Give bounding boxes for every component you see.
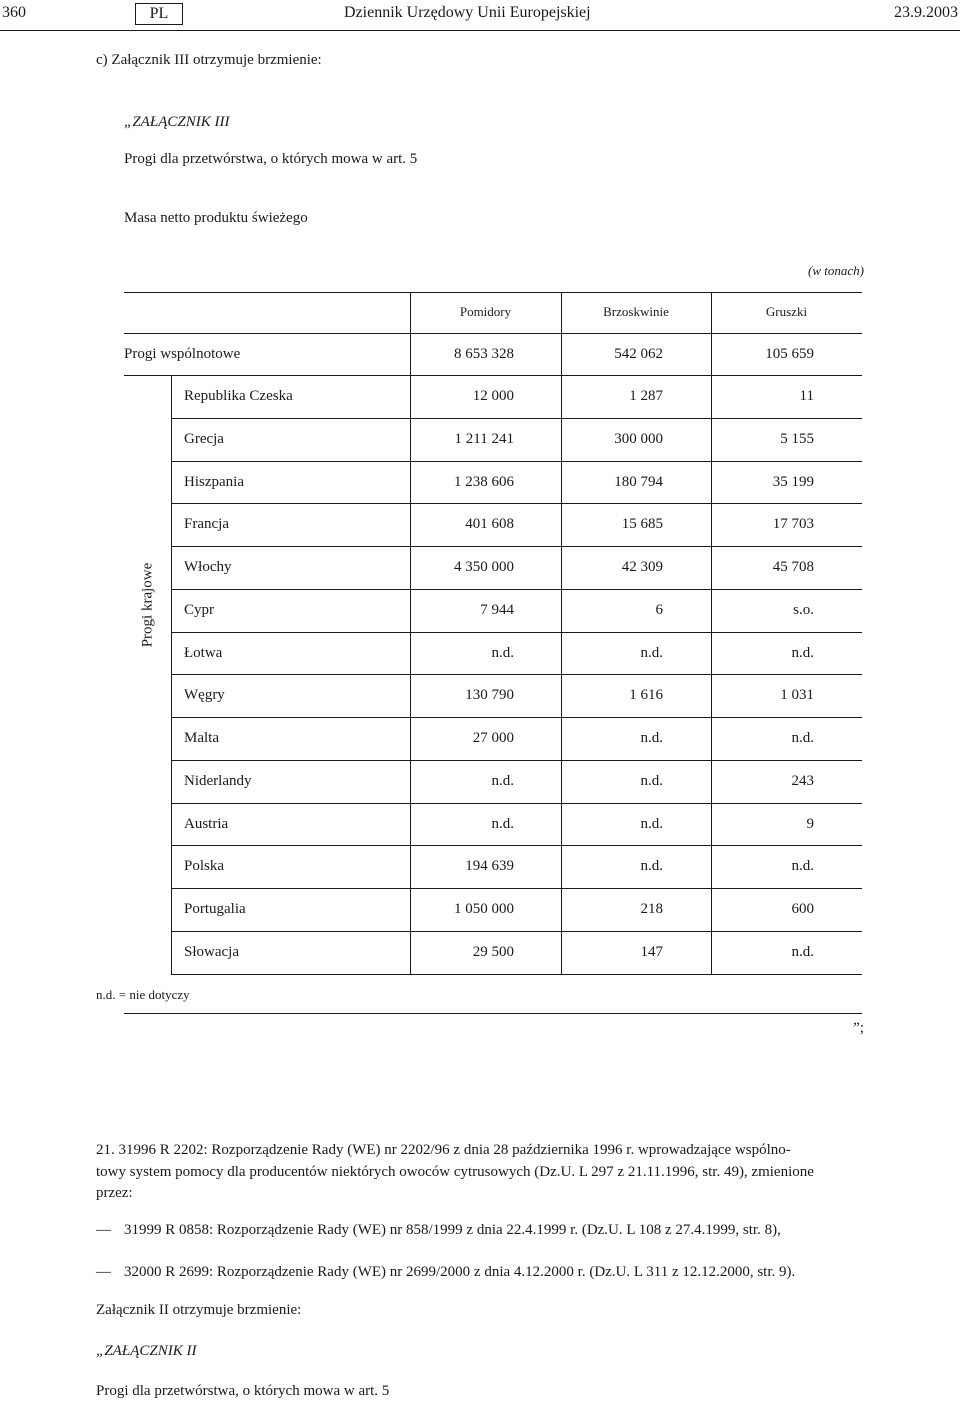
table-cell: 600 <box>791 901 814 917</box>
table-cell: 27 000 <box>472 730 514 746</box>
footnote-21-line2: towy system pomocy dla producentów niektórych owoców cytrusowych (Dz.U. L 297 z 21.11.1996, str. 49), zmienione <box>96 1164 814 1180</box>
row-rule <box>171 845 862 846</box>
footnote-21-line1: 21. 31996 R 2202: Rozporządzenie Rady (WE) nr 2202/96 z dnia 28 października 1996 r. wprowadzające wspólno- <box>96 1142 791 1158</box>
table-cell: 42 309 <box>621 559 663 575</box>
row-rule <box>171 888 862 889</box>
community-value-brzoskwinie: 542 062 <box>614 346 663 362</box>
annex2-intro: Załącznik II otrzymuje brzmienie: <box>96 1302 302 1318</box>
table-cell: n.d. <box>640 644 663 661</box>
table-cell: n.d. <box>491 644 514 661</box>
row-rule <box>171 974 862 975</box>
table-cell: 35 199 <box>772 473 814 490</box>
table-note: n.d. = nie dotyczy <box>96 987 190 1002</box>
country-label: Łotwa <box>184 644 223 661</box>
table-cell: 45 708 <box>772 559 814 575</box>
footnote-21-line3: przez: <box>96 1185 133 1201</box>
annex2-heading: „ZAŁĄCZNIK II <box>96 1343 197 1359</box>
table-cell: 401 608 <box>465 516 514 533</box>
table-cell: 1 287 <box>629 388 663 404</box>
table-title: Masa netto produktu świeżego <box>124 210 308 226</box>
table-cell: 300 000 <box>614 430 663 447</box>
community-value-gruszki: 105 659 <box>765 346 814 362</box>
country-label: Polska <box>184 858 225 875</box>
annex-subtitle: Progi dla przetwórstwa, o których mowa w art. 5 <box>124 151 418 167</box>
table-cell: 29 500 <box>472 943 514 960</box>
row-rule <box>171 803 862 804</box>
table-rule <box>124 375 862 376</box>
journal-title: Dziennik Urzędowy Unii Europejskiej <box>344 4 591 21</box>
item-c: c) Załącznik III otrzymuje brzmienie: <box>96 52 322 68</box>
column-header-pomidory: Pomidory <box>459 304 512 319</box>
row-rule <box>171 674 862 675</box>
language-badge: PL <box>135 3 183 25</box>
table-cell: 9 <box>806 815 814 832</box>
row-rule <box>171 931 862 932</box>
table-cell: 218 <box>640 901 663 917</box>
table-bottom-rule <box>124 1013 862 1014</box>
table-cell: 7 944 <box>480 601 514 618</box>
row-rule <box>171 503 862 504</box>
table-cell: n.d. <box>791 858 814 875</box>
table-cell: 243 <box>791 772 814 789</box>
row-rule <box>171 717 862 718</box>
community-value-pomidory: 8 653 328 <box>454 346 514 362</box>
country-label: Niderlandy <box>184 772 252 789</box>
table-cell: n.d. <box>640 858 663 875</box>
table-cell: 11 <box>799 388 814 404</box>
amendment-2: 32000 R 2699: Rozporządzenie Rady (WE) nr 2699/2000 z dnia 4.12.2000 r. (Dz.U. L 311 z 12.12.2000, str. 9). <box>124 1264 796 1280</box>
table-cell: 12 000 <box>472 388 514 404</box>
table-cell: n.d. <box>640 815 663 832</box>
table-cell: 5 155 <box>780 430 814 447</box>
table-cell: n.d. <box>491 772 514 789</box>
row-rule <box>171 418 862 419</box>
community-row-label: Progi wspólnotowe <box>124 346 241 362</box>
table-cell: 1 211 241 <box>454 430 514 447</box>
table-cell: n.d. <box>791 644 814 661</box>
table-cell: 130 790 <box>465 687 514 704</box>
national-thresholds-label: Progi krajowe <box>139 562 156 648</box>
table-cell: 17 703 <box>772 516 814 533</box>
country-label: Włochy <box>184 559 232 575</box>
annex2-subtitle: Progi dla przetwórstwa, o których mowa w art. 5 <box>96 1383 390 1399</box>
table-cell: 15 685 <box>621 516 663 533</box>
publication-date: 23.9.2003 <box>894 4 958 21</box>
page-number: 360 <box>2 4 26 21</box>
country-label: Węgry <box>184 687 225 704</box>
country-label: Malta <box>184 730 219 746</box>
country-label: Grecja <box>184 430 224 447</box>
table-cell: 194 639 <box>465 858 514 875</box>
table-cell: n.d. <box>791 943 814 960</box>
amendment-2-dash: — <box>96 1264 111 1280</box>
row-rule <box>171 589 862 590</box>
country-label: Hiszpania <box>184 473 244 490</box>
country-label: Francja <box>184 516 229 533</box>
table-cell: n.d. <box>791 730 814 746</box>
annex-heading: „ZAŁĄCZNIK III <box>124 114 230 130</box>
table-cell: n.d. <box>491 815 514 832</box>
row-rule <box>171 632 862 633</box>
country-label: Austria <box>184 815 229 832</box>
country-label: Portugalia <box>184 901 246 917</box>
table-cell: 180 794 <box>614 473 663 490</box>
table-rule <box>124 333 862 334</box>
column-header-brzoskwinie: Brzoskwinie <box>603 304 669 319</box>
table-cell: n.d. <box>640 730 663 746</box>
table-cell: 1 050 000 <box>454 901 514 917</box>
amendment-1: 31999 R 0858: Rozporządzenie Rady (WE) nr 858/1999 z dnia 22.4.1999 r. (Dz.U. L 108 z 27.4.1999, str. 8), <box>124 1222 781 1238</box>
table-cell: 1 238 606 <box>454 473 514 490</box>
table-cell: 6 <box>655 601 663 618</box>
row-rule <box>171 461 862 462</box>
country-label: Republika Czeska <box>184 388 293 404</box>
unit-label: (w tonach) <box>808 263 864 278</box>
column-header-gruszki: Gruszki <box>765 304 808 319</box>
table-cell: 1 616 <box>629 687 663 704</box>
country-label: Słowacja <box>184 943 239 960</box>
table-cell: 147 <box>640 943 663 960</box>
table-cell: n.d. <box>640 772 663 789</box>
table-cell: s.o. <box>793 601 814 618</box>
closing-quote: ”; <box>853 1020 864 1036</box>
row-rule <box>171 760 862 761</box>
table-cell: 4 350 000 <box>454 559 514 575</box>
country-label: Cypr <box>184 601 214 618</box>
table-top-rule <box>124 292 862 293</box>
header-rule <box>0 30 960 31</box>
row-rule <box>171 546 862 547</box>
amendment-1-dash: — <box>96 1222 111 1238</box>
table-cell: 1 031 <box>780 687 814 704</box>
